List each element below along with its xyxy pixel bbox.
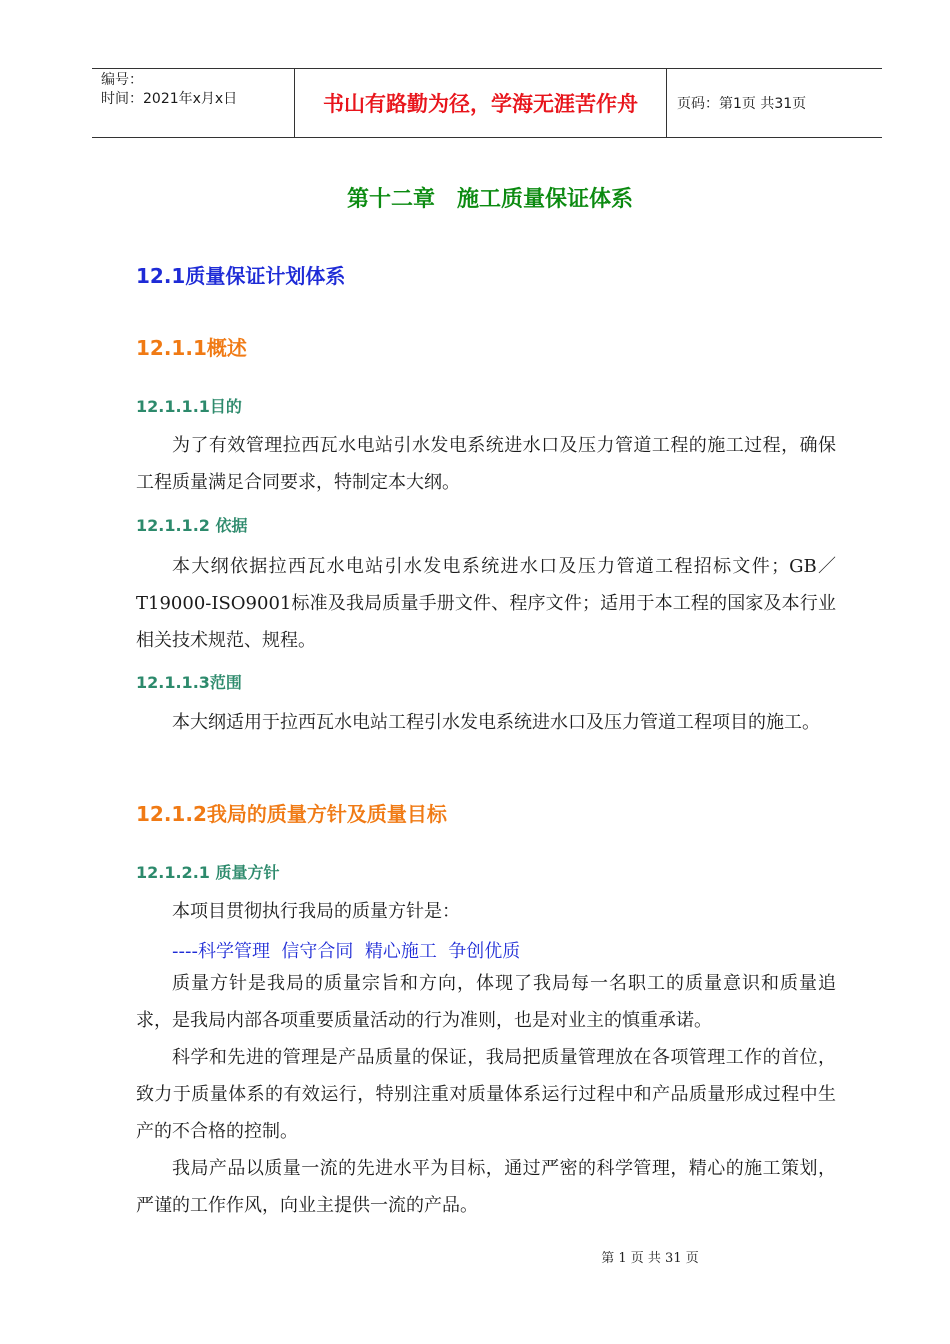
paragraph-policy-1: 质量方针是我局的质量宗旨和方向，体现了我局每一名职工的质量意识和质量追求，是我局内部各项重要质量活动的行为准则，也是对业主的慎重承诺。 (136, 973, 836, 1031)
paragraph-policy-2: 科学和先进的管理是产品质量的保证，我局把质量管理放在各项管理工作的首位，致力于质量体系的有效运行，特别注重对质量体系运行过程中和产品质量形成过程中生产的不合格的控制。 (136, 1047, 836, 1142)
header-page-number: 页码：第1页 共31页 (677, 96, 807, 112)
chapter-number: 第十二章 (346, 187, 435, 212)
section-heading-12-1-1: 12.1.1概述 (136, 336, 247, 360)
paragraph-purpose: 为了有效管理拉西瓦水电站引水发电系统进水口及压力管道工程的施工过程，确保工程质量满足合同要求，特制定本大纲。 (136, 435, 836, 493)
section-heading-12-1-1-1: 12.1.1.1目的 (136, 397, 242, 416)
section-heading-12-1-2: 12.1.2我局的质量方针及质量目标 (136, 802, 447, 826)
quality-policy-slogan: ----科学管理 信守合同 精心施工 争创优质 (172, 941, 521, 962)
paragraph-scope: 本大纲适用于拉西瓦水电站工程引水发电系统进水口及压力管道工程项目的施工。 (172, 712, 820, 733)
chapter-name: 施工质量保证体系 (457, 187, 634, 212)
paragraph-policy-intro: 本项目贯彻执行我局的质量方针是： (172, 901, 460, 922)
header-meta (92, 69, 294, 137)
page-footer: 第 1 页 共 31 页 (601, 1251, 699, 1266)
section-heading-12-1-1-3: 12.1.1.3范围 (136, 673, 242, 692)
section-heading-12-1-1-2: 12.1.1.2 依据 (136, 516, 248, 535)
header-motto: 书山有路勤为径，学海无涯苦作舟 (294, 69, 667, 137)
paragraph-policy-3: 我局产品以质量一流的先进水平为目标，通过严密的科学管理，精心的施工策划，严谨的工作作风，向业主提供一流的产品。 (136, 1158, 836, 1216)
page-header (92, 68, 882, 138)
document-number-label: 编号： (101, 72, 143, 88)
section-heading-12-1: 12.1质量保证计划体系 (136, 264, 346, 288)
paragraph-basis: 本大纲依据拉西瓦水电站引水发电系统进水口及压力管道工程招标文件；GB／T19000-ISO9001标准及我局质量手册文件、程序文件；适用于本工程的国家及本行业相关技术规范、规程。 (136, 556, 836, 651)
document-time-label: 时间：2021年x月x日 (101, 91, 238, 107)
chapter-title (0, 182, 950, 213)
section-heading-12-1-2-1: 12.1.2.1 质量方针 (136, 863, 280, 882)
